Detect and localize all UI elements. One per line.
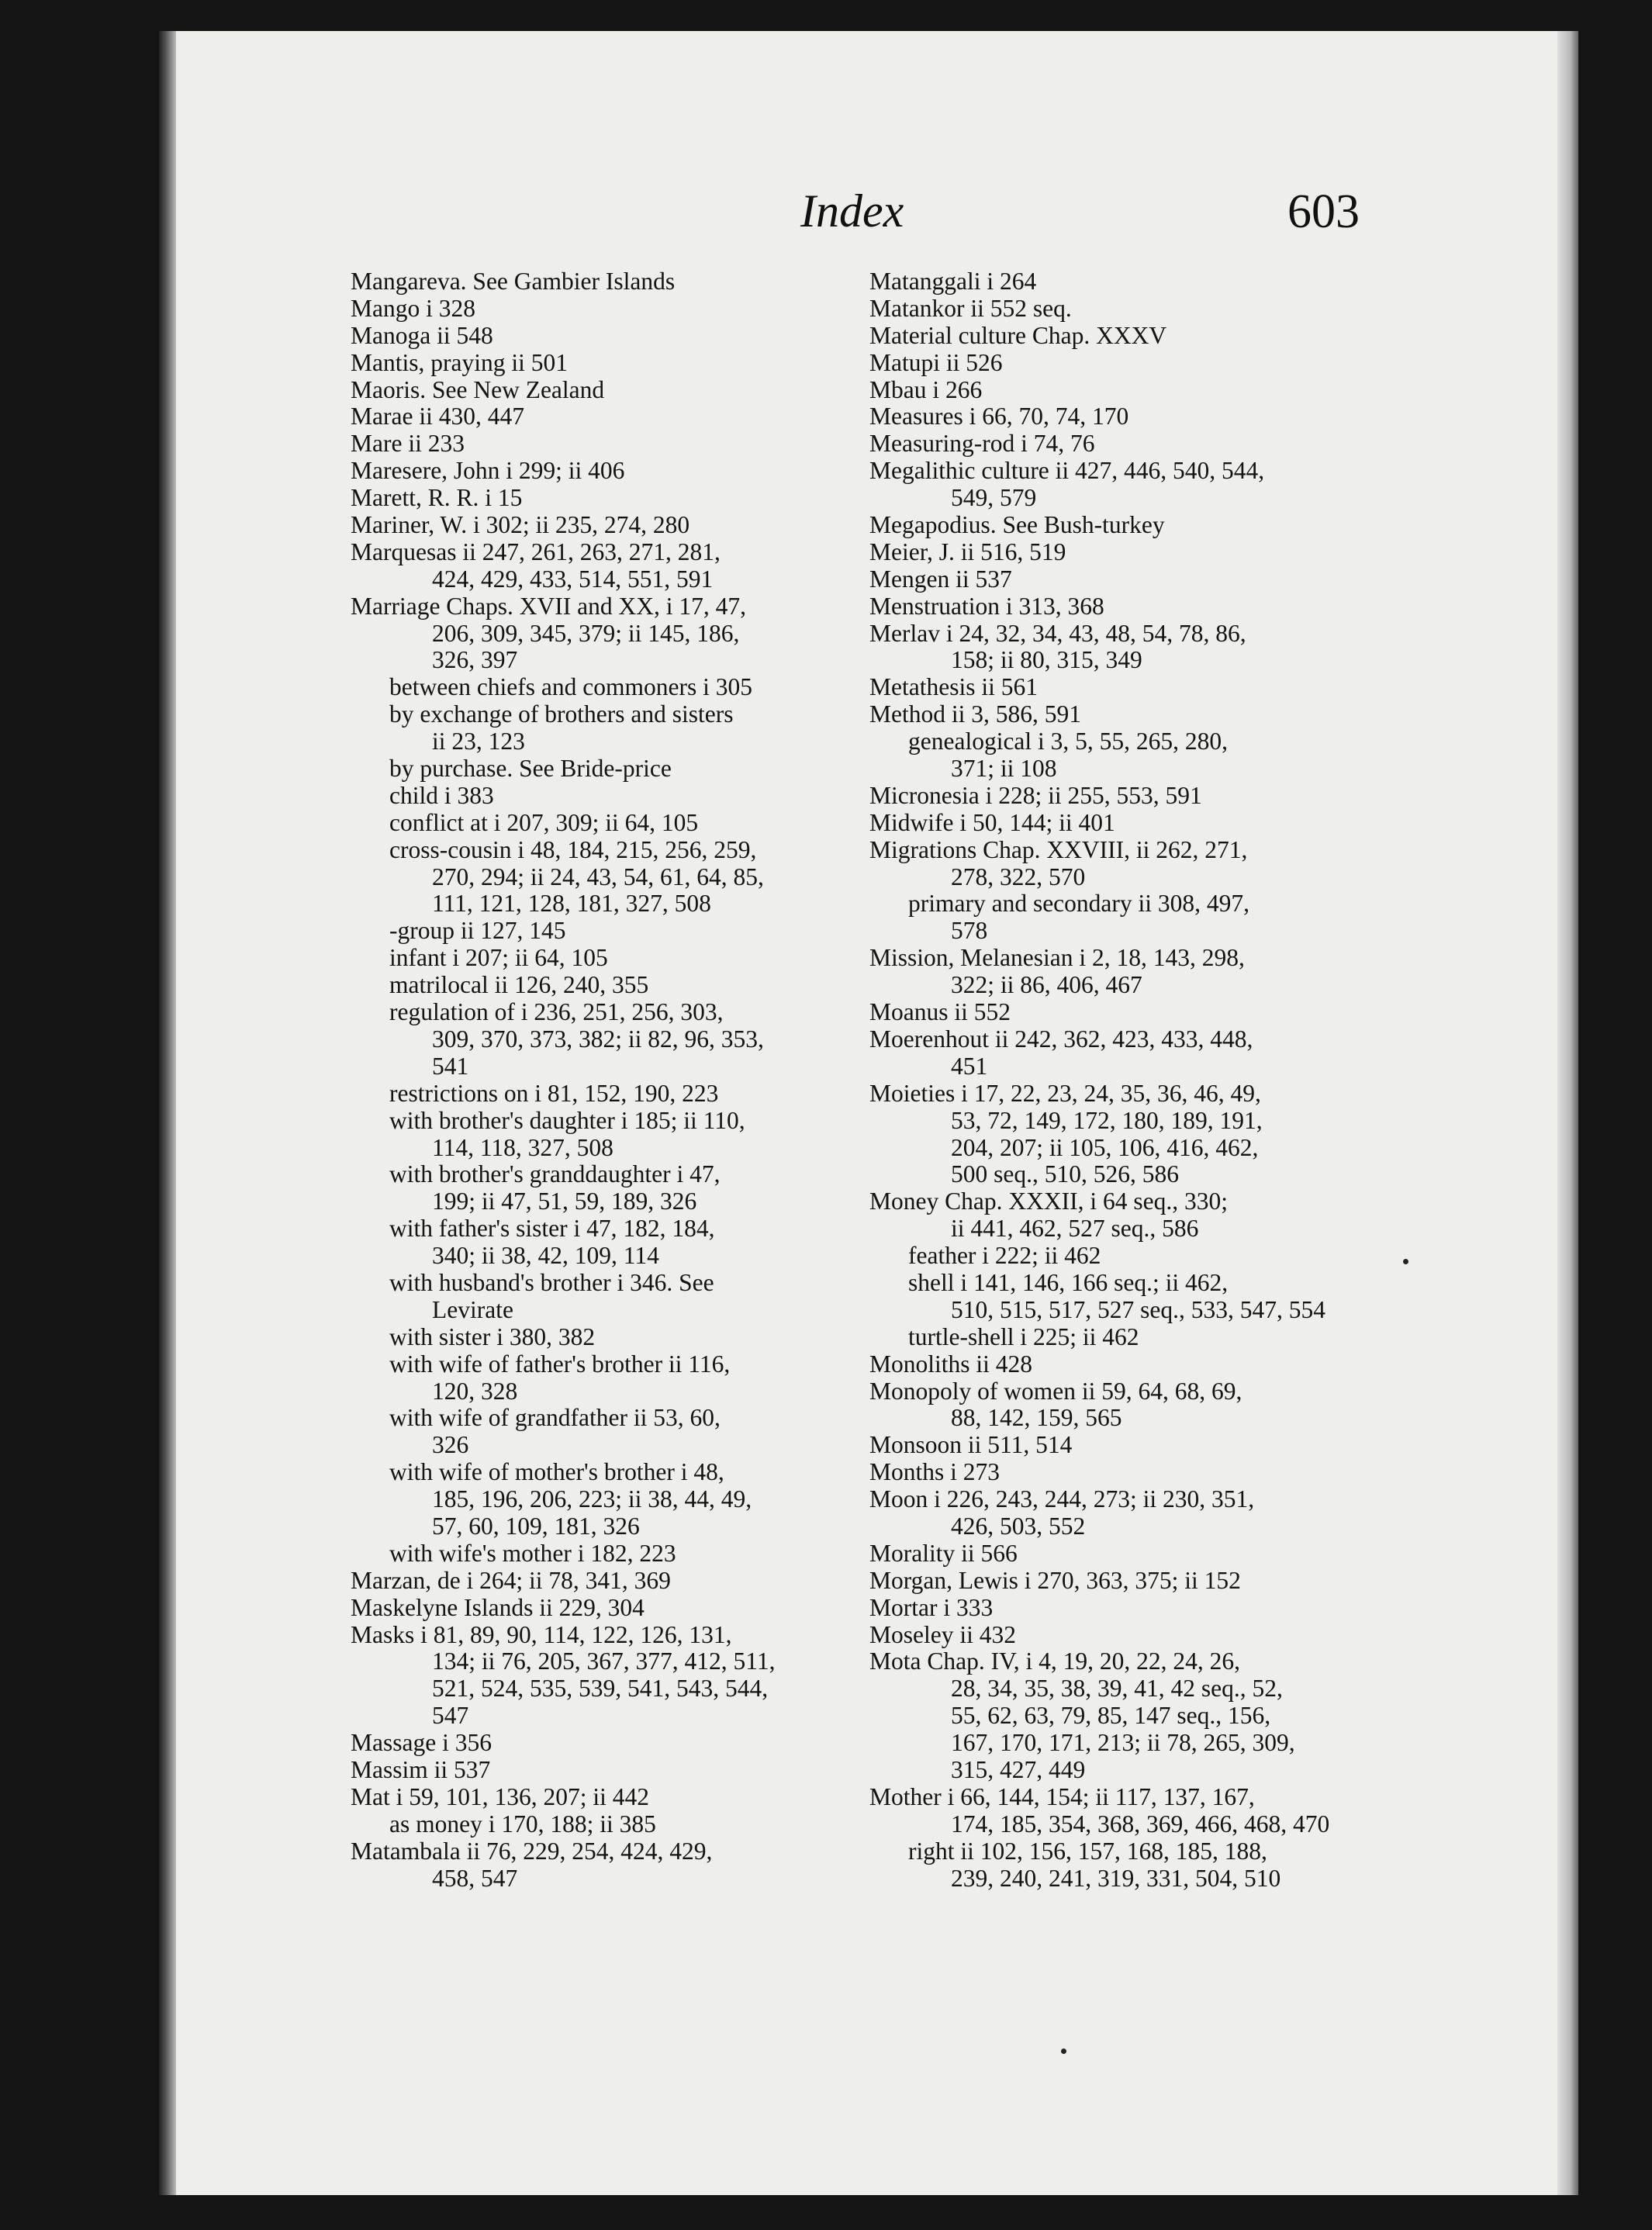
index-continuation: 278, 322, 570 (951, 863, 1086, 890)
index-entry: Mission, Melanesian i 2, 18, 143, 298, (869, 944, 1245, 972)
index-continuation: 340; ii 38, 42, 109, 114 (432, 1242, 659, 1270)
index-continuation: 206, 309, 345, 379; ii 145, 186, (432, 619, 740, 647)
index-entry: Moieties i 17, 22, 23, 24, 35, 36, 46, 49, (869, 1079, 1261, 1107)
index-entry: Mango i 328 (351, 294, 475, 322)
index-continuation: 426, 503, 552 (951, 1512, 1086, 1540)
index-continuation: 204, 207; ii 105, 106, 416, 462, (951, 1133, 1259, 1161)
index-subentry: regulation of i 236, 251, 256, 303, (389, 998, 724, 1026)
index-entry: Micronesia i 228; ii 255, 553, 591 (869, 781, 1202, 809)
index-continuation: 326, 397 (432, 646, 518, 674)
index-entry: Mat i 59, 101, 136, 207; ii 442 (351, 1782, 649, 1810)
index-subentry: shell i 141, 146, 166 seq.; ii 462, (908, 1268, 1229, 1296)
index-entry: Moon i 226, 243, 244, 273; ii 230, 351, (869, 1485, 1255, 1513)
index-entry: Monoliths ii 428 (869, 1350, 1033, 1378)
index-column-right (869, 268, 1374, 1892)
index-continuation: 53, 72, 149, 172, 180, 189, 191, (951, 1106, 1263, 1134)
index-subentry: genealogical i 3, 5, 55, 265, 280, (908, 728, 1229, 755)
index-entry: Menstruation i 313, 368 (869, 592, 1104, 620)
index-continuation: ii 441, 462, 527 seq., 586 (951, 1215, 1199, 1243)
index-subentry: right ii 102, 156, 157, 168, 185, 188, (908, 1837, 1267, 1865)
ink-speck (1403, 1259, 1408, 1264)
index-continuation: 270, 294; ii 24, 43, 54, 61, 64, 85, (432, 863, 764, 890)
index-entry: Manoga ii 548 (351, 321, 493, 349)
index-subentry: by exchange of brothers and sisters (389, 700, 734, 728)
index-entry: Maresere, John i 299; ii 406 (351, 457, 625, 485)
index-entry: Megapodius. See Bush-turkey (869, 511, 1165, 539)
index-entry: Mare ii 233 (351, 430, 465, 458)
index-continuation: 547 (432, 1702, 469, 1730)
ink-speck (1061, 2048, 1066, 2054)
index-subentry: as money i 170, 188; ii 385 (389, 1810, 656, 1838)
index-entry: Morality ii 566 (869, 1539, 1018, 1567)
index-entry: Matankor ii 552 seq. (869, 294, 1072, 322)
index-entry: Moseley ii 432 (869, 1620, 1016, 1648)
index-continuation: 120, 328 (432, 1377, 518, 1405)
index-subentry: with husband's brother i 346. See (389, 1268, 714, 1296)
index-subentry: with wife's mother i 182, 223 (389, 1539, 676, 1567)
index-entry: Migrations Chap. XXVIII, ii 262, 271, (869, 835, 1248, 863)
index-subentry: conflict at i 207, 309; ii 64, 105 (389, 808, 699, 836)
page-right-edge (1557, 31, 1578, 2195)
index-column-left (351, 268, 855, 1892)
index-continuation: 458, 547 (432, 1864, 518, 1892)
index-subentry: with wife of grandfather ii 53, 60, (389, 1404, 721, 1432)
index-entry: Measuring-rod i 74, 76 (869, 430, 1095, 458)
index-entry: Midwife i 50, 144; ii 401 (869, 808, 1115, 836)
index-subentry: by purchase. See Bride-price (389, 755, 672, 783)
index-entry: Massage i 356 (351, 1729, 492, 1757)
index-entry: Masks i 81, 89, 90, 114, 122, 126, 131, (351, 1620, 732, 1648)
index-entry: Metathesis ii 561 (869, 673, 1038, 701)
index-continuation: 88, 142, 159, 565 (951, 1404, 1122, 1432)
index-continuation: 239, 240, 241, 319, 331, 504, 510 (951, 1864, 1281, 1892)
index-entry: Matanggali i 264 (869, 268, 1037, 295)
index-continuation: 541 (432, 1052, 469, 1080)
index-continuation: 322; ii 86, 406, 467 (951, 971, 1142, 999)
index-continuation: 500 seq., 510, 526, 586 (951, 1160, 1179, 1188)
index-continuation: 57, 60, 109, 181, 326 (432, 1512, 640, 1540)
index-continuation: 114, 118, 327, 508 (432, 1133, 613, 1161)
index-entry: Matambala ii 76, 229, 254, 424, 429, (351, 1837, 713, 1865)
index-subentry: with father's sister i 47, 182, 184, (389, 1215, 715, 1243)
index-continuation: 134; ii 76, 205, 367, 377, 412, 511, (432, 1647, 776, 1675)
index-entry: Matupi ii 526 (869, 348, 1003, 376)
index-subentry: -group ii 127, 145 (389, 917, 566, 945)
index-continuation: 309, 370, 373, 382; ii 82, 96, 353, (432, 1025, 764, 1053)
index-subentry: cross-cousin i 48, 184, 215, 256, 259, (389, 835, 757, 863)
index-continuation: 510, 515, 517, 527 seq., 533, 547, 554 (951, 1295, 1325, 1323)
index-entry: Mortar i 333 (869, 1593, 994, 1621)
index-subentry: between chiefs and commoners i 305 (389, 673, 752, 701)
index-entry: Mota Chap. IV, i 4, 19, 20, 22, 24, 26, (869, 1647, 1241, 1675)
index-continuation: 315, 427, 449 (951, 1755, 1086, 1783)
index-entry: Monopoly of women ii 59, 64, 68, 69, (869, 1377, 1242, 1405)
index-entry: Mbau i 266 (869, 375, 983, 403)
index-subentry: feather i 222; ii 462 (908, 1242, 1101, 1270)
index-entry: Mantis, praying ii 501 (351, 348, 568, 376)
index-continuation: 55, 62, 63, 79, 85, 147 seq., 156, (951, 1702, 1271, 1730)
index-continuation: 521, 524, 535, 539, 541, 543, 544, (432, 1675, 769, 1703)
index-continuation: 424, 429, 433, 514, 551, 591 (432, 565, 714, 593)
index-continuation: 371; ii 108 (951, 755, 1057, 783)
index-entry: Merlav i 24, 32, 34, 43, 48, 54, 78, 86, (869, 619, 1246, 647)
index-entry: Mariner, W. i 302; ii 235, 274, 280 (351, 511, 690, 539)
index-entry: Moerenhout ii 242, 362, 423, 433, 448, (869, 1025, 1253, 1053)
index-entry: Measures i 66, 70, 74, 170 (869, 403, 1129, 430)
index-subentry: infant i 207; ii 64, 105 (389, 944, 608, 972)
index-entry: Material culture Chap. XXXV (869, 321, 1167, 349)
index-entry: Marae ii 430, 447 (351, 403, 524, 430)
index-subentry: with sister i 380, 382 (389, 1322, 596, 1350)
index-subentry: restrictions on i 81, 152, 190, 223 (389, 1079, 719, 1107)
index-entry: Marriage Chaps. XVII and XX, i 17, 47, (351, 592, 747, 620)
index-subentry: matrilocal ii 126, 240, 355 (389, 971, 649, 999)
index-subentry: primary and secondary ii 308, 497, (908, 890, 1250, 918)
index-entry: Money Chap. XXXII, i 64 seq., 330; (869, 1188, 1228, 1215)
index-entry: Method ii 3, 586, 591 (869, 700, 1081, 728)
index-continuation: Levirate (432, 1295, 513, 1323)
index-continuation: 199; ii 47, 51, 59, 189, 326 (432, 1188, 697, 1215)
index-entry: Maoris. See New Zealand (351, 375, 605, 403)
index-entry: Moanus ii 552 (869, 998, 1011, 1026)
index-continuation: 111, 121, 128, 181, 327, 508 (432, 890, 711, 918)
index-continuation: 167, 170, 171, 213; ii 78, 265, 309, (951, 1729, 1295, 1757)
index-continuation: 28, 34, 35, 38, 39, 41, 42 seq., 52, (951, 1675, 1283, 1703)
page-number: 603 (1287, 185, 1360, 238)
index-subentry: child i 383 (389, 781, 494, 809)
index-entry: Mangareva. See Gambier Islands (351, 268, 676, 295)
index-entry: Marett, R. R. i 15 (351, 484, 523, 512)
index-entry: Monsoon ii 511, 514 (869, 1431, 1073, 1459)
index-continuation: 549, 579 (951, 484, 1037, 512)
index-subentry: with wife of mother's brother i 48, (389, 1458, 724, 1486)
index-entry: Morgan, Lewis i 270, 363, 375; ii 152 (869, 1566, 1241, 1594)
index-subentry: turtle-shell i 225; ii 462 (908, 1322, 1139, 1350)
index-entry: Months i 273 (869, 1458, 1001, 1486)
index-continuation: 578 (951, 917, 988, 945)
index-entry: Marquesas ii 247, 261, 263, 271, 281, (351, 538, 721, 565)
index-entry: Massim ii 537 (351, 1755, 491, 1783)
index-continuation: 326 (432, 1431, 469, 1459)
index-continuation: 158; ii 80, 315, 349 (951, 646, 1142, 674)
index-subentry: with brother's daughter i 185; ii 110, (389, 1106, 745, 1134)
page-binding-edge (159, 31, 176, 2195)
running-head: Index (800, 185, 904, 237)
index-continuation: ii 23, 123 (432, 728, 525, 755)
index-entry: Mengen ii 537 (869, 565, 1012, 593)
index-entry: Megalithic culture ii 427, 446, 540, 544, (869, 457, 1265, 485)
index-entry: Mother i 66, 144, 154; ii 117, 137, 167, (869, 1782, 1255, 1810)
index-subentry: with wife of father's brother ii 116, (389, 1350, 731, 1378)
index-continuation: 185, 196, 206, 223; ii 38, 44, 49, (432, 1485, 752, 1513)
index-entry: Maskelyne Islands ii 229, 304 (351, 1593, 645, 1621)
index-continuation: 174, 185, 354, 368, 369, 466, 468, 470 (951, 1810, 1330, 1838)
index-entry: Meier, J. ii 516, 519 (869, 538, 1066, 565)
index-continuation: 451 (951, 1052, 988, 1080)
index-subentry: with brother's granddaughter i 47, (389, 1160, 721, 1188)
index-entry: Marzan, de i 264; ii 78, 341, 369 (351, 1566, 671, 1594)
